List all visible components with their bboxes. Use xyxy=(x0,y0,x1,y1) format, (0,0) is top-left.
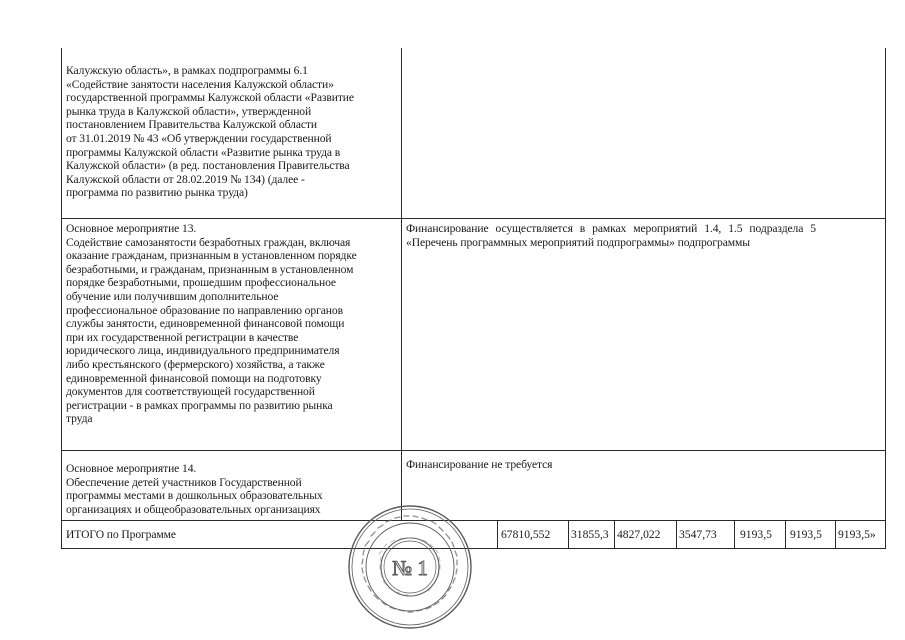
text-line: Финансирование осуществляется в рамках мероприятий 1.4, 1.5 подраздела 5 xyxy=(406,222,816,235)
total-column-divider xyxy=(676,520,677,549)
text-line: юридического лица, индивидуального предпринимателя xyxy=(66,344,340,358)
total-value: 4827,022 xyxy=(617,528,661,541)
text-line: регистрации - в рамках программы по развитию рынка xyxy=(66,398,333,412)
text-line: программа по развитию рынка труда) xyxy=(66,186,248,200)
table-border-right xyxy=(885,48,886,549)
total-column-divider xyxy=(734,520,735,549)
text-line: «Содействие занятости населения Калужской области» xyxy=(66,77,334,91)
total-column-divider xyxy=(497,520,498,549)
seal-number: № 1 xyxy=(392,556,428,580)
total-column-divider xyxy=(835,520,836,549)
text-line: Калужской области» (в ред. постановления Правительства xyxy=(66,159,350,173)
row-1-left-cell xyxy=(66,64,398,200)
total-column-divider xyxy=(785,520,786,549)
text-line: безработными, и гражданам, признанным в установленном xyxy=(66,262,354,276)
text-line: Содействие самозанятости безработных граждан, включая xyxy=(66,235,351,249)
total-value: 3547,73 xyxy=(679,528,717,541)
row-2-right-cell xyxy=(406,222,882,249)
total-column-divider xyxy=(568,520,569,549)
row-divider xyxy=(61,450,886,451)
total-value: 67810,552 xyxy=(501,528,551,541)
total-column-divider xyxy=(614,520,615,549)
text-line: программы местами в дошкольных образовательных xyxy=(66,489,323,503)
text-line: труда xyxy=(66,412,93,426)
text-line: единовременной финансовой помощи на подготовку xyxy=(66,371,322,385)
official-seal-stamp xyxy=(345,502,475,632)
total-value: 31855,3 xyxy=(571,528,609,541)
total-value: 9193,5» xyxy=(838,528,876,541)
table-border-left xyxy=(61,48,62,549)
row-3-right-cell xyxy=(406,458,882,472)
text-line: программы Калужской области «Развитие рынка труда в xyxy=(66,145,341,159)
text-line: Основное мероприятие 13. xyxy=(66,222,197,235)
text-line: государственной программы Калужской области «Развитие xyxy=(66,91,354,105)
text-line: Финансирование не требуется xyxy=(406,458,553,471)
text-line: от 31.01.2019 № 43 «Об утверждении государственной xyxy=(66,131,332,145)
text-line: рынка труда в Калужской области», утвержденной xyxy=(66,104,312,118)
text-line: организациях и общеобразовательных организациях xyxy=(66,502,321,516)
row-2-left-cell xyxy=(66,222,398,426)
seal-graphic xyxy=(345,502,475,632)
text-line: при их государственной регистрации в качестве xyxy=(66,330,299,344)
text-line: службы занятости, единовременной финансовой помощи xyxy=(66,317,345,331)
total-value: 9193,5 xyxy=(790,528,822,541)
text-line: Обеспечение детей участников Государственной xyxy=(66,475,302,489)
text-line: документов для соответствующей государственной xyxy=(66,385,315,399)
text-line: профессиональное образование по направлению органов xyxy=(66,303,343,317)
text-line: оказание гражданам, признанным в установленном порядке xyxy=(66,249,357,263)
text-line: либо крестьянского (фермерского) хозяйства, а также xyxy=(66,357,325,371)
text-line: «Перечень программных мероприятий подпрограммы» подпрограммы xyxy=(406,235,750,249)
total-value: 9193,5 xyxy=(740,528,772,541)
text-line: обучение или получившим дополнительное xyxy=(66,289,279,303)
row-divider xyxy=(61,218,886,219)
text-line: Основное мероприятие 14. xyxy=(66,462,197,475)
total-label: ИТОГО по Программе xyxy=(66,528,176,541)
text-line: постановлением Правительства Калужской области xyxy=(66,118,317,132)
text-line: порядке безработными, прошедшим профессиональное xyxy=(66,276,336,290)
text-line: Калужской области от 28.02.2019 № 134) (далее - xyxy=(66,172,305,186)
text-line: Калужскую область», в рамках подпрограммы 6.1 xyxy=(66,64,308,77)
